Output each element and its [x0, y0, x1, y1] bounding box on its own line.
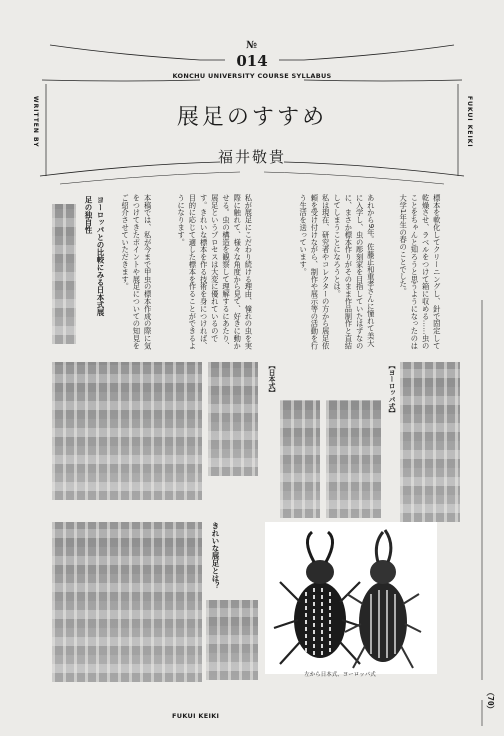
footer-author-name: FUKUI KEIKI: [172, 712, 220, 720]
course-title: KONCHU UNIVERSITY COURSE SYLLABUS: [172, 72, 332, 80]
page-number: （70）: [486, 688, 495, 714]
label-japan: 【日本式】: [267, 362, 275, 396]
beetle-photo: [265, 522, 437, 674]
body-paragraph-4: 私が展足にこだわり続ける理由、憧れの虫を実際に触れて、様々な角度から見て、好きに動かせる。虫の構造を観察して理解するにあたり、展足というプロセスは大変に優れているのです。きれいな標本を作る技術を身につければ、目的に応じて適した標本を作ることができるようになります。: [177, 194, 254, 350]
author-side-label: FUKUI KEIKI: [466, 96, 473, 148]
mosaic-block: [280, 400, 320, 518]
mosaic-block: [52, 204, 76, 344]
number-mark: №: [246, 40, 258, 51]
mosaic-block: [206, 600, 258, 680]
mosaic-block: [400, 362, 460, 522]
written-by-label: WRITTEN BY: [32, 96, 39, 148]
beetle-illustration: [265, 522, 437, 674]
label-europe: 【ヨーロッパ式】: [387, 362, 395, 417]
body-paragraph-2: あれから9年。佐藤正和重孝さんに憧れて美大に入学し、虫の彫刻家を目指していたはずなのに、まさか標本作りがそのまま作品制作と直結してしまうことになろうとは。: [333, 194, 376, 350]
heading-beautiful: きれいな展足とは？: [211, 522, 220, 590]
body-paragraph-1: 標本を軟化してクリーニングし、針で固定して乾燥させ、ラベルをつけて箱に収める……虫のことをちゃんと知ろうと思うようになったのは大学1年生の春のことでした。: [399, 194, 442, 350]
mosaic-block: [208, 362, 258, 476]
issue-number: 014: [236, 52, 268, 70]
body-paragraph-3: 私は現在、研究者やコレクターの方から展足依頼を受け付けながら、制作や展示等の活動を行う生活を送っています。: [299, 194, 331, 350]
article-title: 展足のすすめ: [176, 105, 328, 130]
mosaic-block: [52, 362, 202, 500]
mosaic-block: [326, 400, 381, 518]
photo-caption: 左から日本式、ヨーロッパ式: [304, 672, 376, 678]
heading-comparison: ヨーロッパとの比較にみる日本式展足の独自性: [84, 196, 105, 316]
author-name: 福井敬貴: [217, 148, 286, 166]
body-paragraph-5: 本稿では、私が今まで甲虫の標本作成の際に気をつけてきたポイントや展足についての知見をご紹介させていただきます。: [121, 194, 153, 350]
mosaic-block: [52, 522, 202, 682]
